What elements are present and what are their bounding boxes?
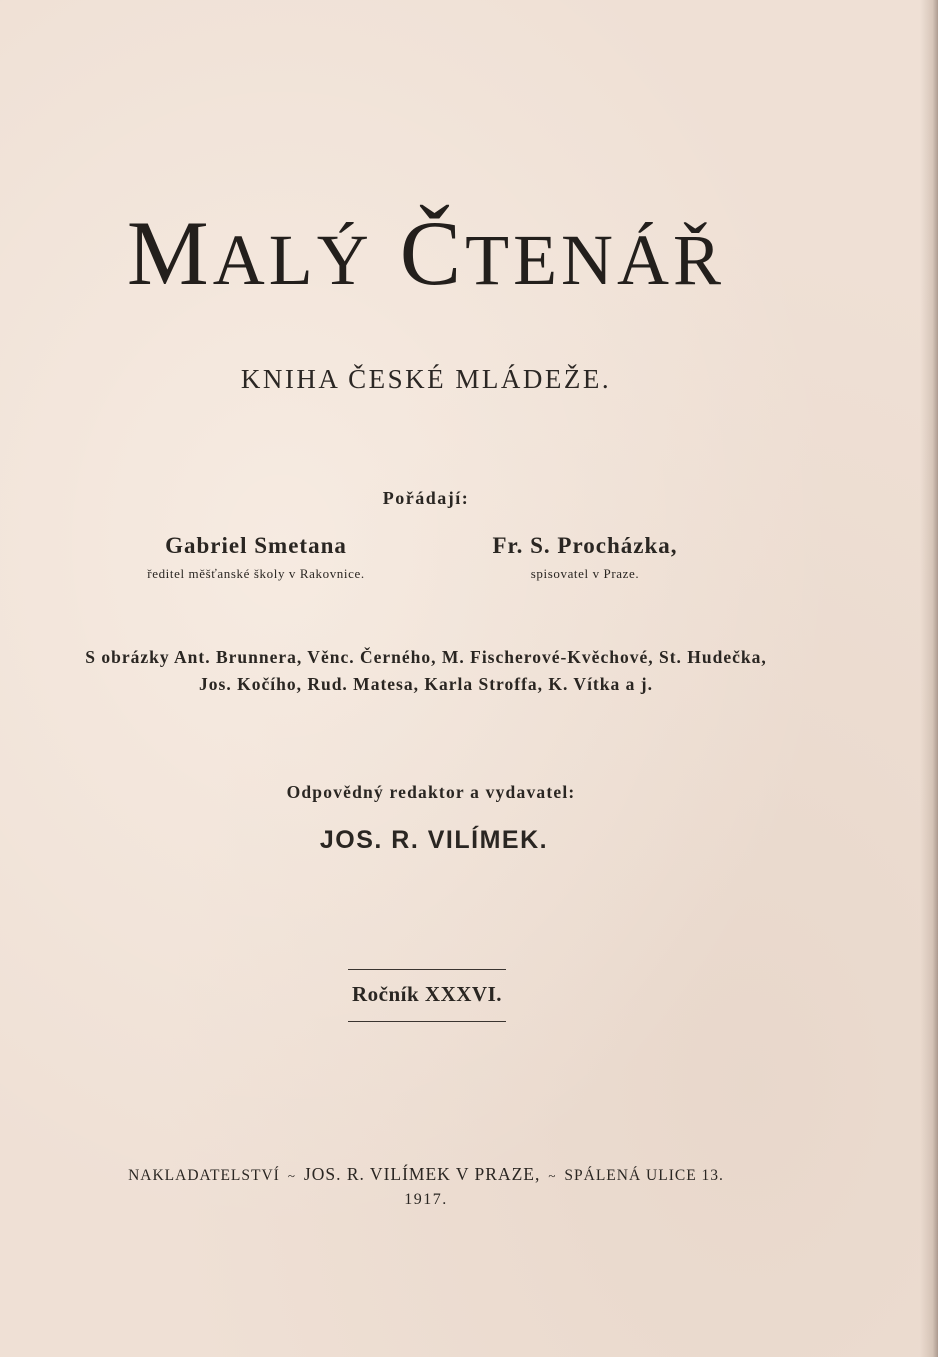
- book-title: [0, 200, 852, 306]
- publication-year: 1917.: [404, 1191, 448, 1208]
- subtitle: KNIHA ČESKÉ MLÁDEŽE.: [240, 364, 612, 394]
- title-word-2-rest: TENÁŘ: [465, 220, 726, 300]
- illustrators-line-1: S obrázky Ant. Brunnera, Věnc. Černého, M. Fischerové-Kvěchové, St. Hudečka,: [85, 647, 767, 667]
- separator-ornament-1: ~: [287, 1168, 296, 1183]
- volume-number: Ročník XXXVI.: [351, 982, 502, 1006]
- publisher-address: SPÁLENÁ ULICE 13.: [564, 1167, 724, 1184]
- volume-rule-top: [348, 969, 506, 970]
- editor-1-role: ředitel měšťanské školy v Rakovnice.: [147, 566, 365, 581]
- publisher-line: [0, 1164, 852, 1185]
- editor-2-role: spisovatel v Praze.: [530, 566, 640, 581]
- title-initial-c: Č: [399, 202, 466, 304]
- title-initial-m: M: [126, 202, 213, 304]
- responsible-editor-label: Odpovědný redaktor a vydavatel:: [286, 782, 576, 802]
- editor-2-name: Fr. S. Procházka,: [492, 533, 678, 558]
- page-binding-shadow: [920, 0, 938, 1357]
- responsible-editor-name: JOS. R. VILÍMEK.: [319, 826, 549, 854]
- separator-ornament-2: ~: [548, 1168, 557, 1183]
- editor-1-name: Gabriel Smetana: [165, 533, 347, 558]
- title-word-1-rest: ALÝ: [212, 220, 373, 300]
- organizers-label: Pořádají:: [382, 488, 470, 508]
- publisher-label: NAKLADATELSTVÍ: [128, 1167, 280, 1184]
- publisher-name: JOS. R. VILÍMEK V PRAZE,: [303, 1164, 541, 1184]
- volume-rule-bottom: [348, 1021, 506, 1022]
- illustrators-line-2: Jos. Kočího, Rud. Matesa, Karla Stroffa, K. Vítka a j.: [199, 674, 653, 694]
